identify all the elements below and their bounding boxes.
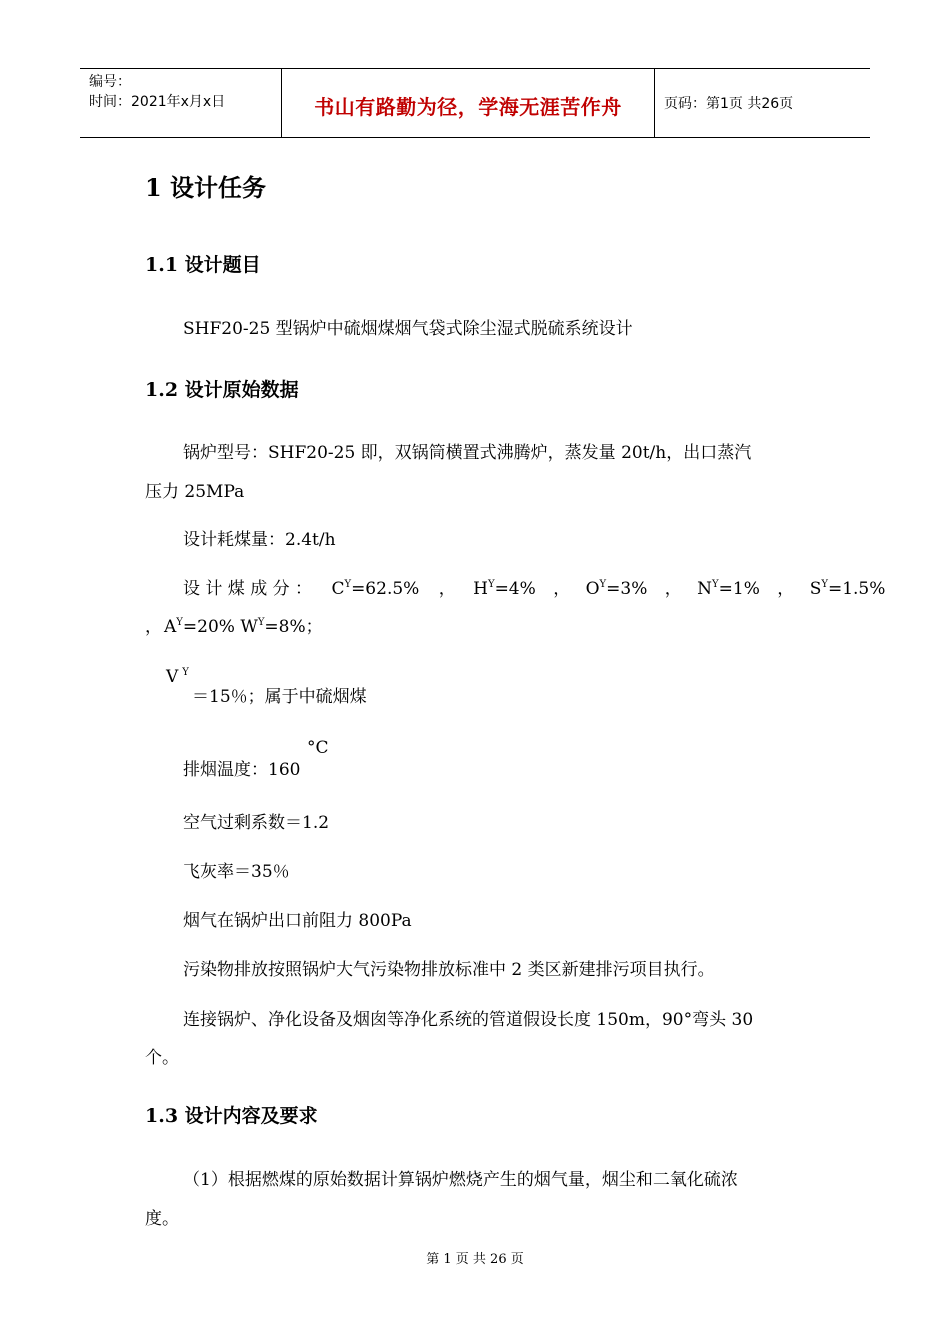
degree-celsius-symbol: °C [307,738,329,758]
header-page-info: 页码：第1页 共26页 [664,96,794,112]
page-footer: 第 1 页 共 26 页 [426,1252,524,1267]
motto-text: 书山有路勤为径，学海无涯苦作舟 [314,95,622,119]
header-motto-cell [282,69,655,137]
carbon-value: =62.5% [351,579,420,599]
boiler-outlet-resistance: 烟气在锅炉出口前阻力 800Pa [183,911,412,931]
boiler-type-line2: 压力 25MPa [145,482,245,502]
sulfur-value: =1.5% [827,579,886,599]
header-info-cell [80,69,282,137]
hydrogen-value: =4% [494,579,536,599]
coal-composition-line2: ， $A^Y=20\%$ $W^Y=8\%$； [145,617,323,637]
fly-ash-rate: 飞灰率＝35％ [183,862,290,882]
exhaust-temperature: 排烟温度：160 [183,760,301,780]
design-topic-text: SHF20-25 型锅炉中硫烟煤烟气袋式除尘湿式脱硫系统设计 [183,319,633,339]
ash-value: =20% [182,617,235,637]
emission-standard: 污染物排放按照锅炉大气污染物排放标准中 2 类区新建排污项目执行。 [183,960,715,980]
subsection-title-1-3: 1.3 设计内容及要求 [145,1105,318,1127]
coal-consumption: 设计耗煤量：2.4t/h [183,530,336,550]
document-number-label: 编号： [89,74,131,90]
document-date-label: 时间：2021年x月x日 [89,94,226,110]
water-value: =8%； [264,617,323,637]
coal-composition-label: 设 计 煤 成 分 ： [183,579,313,599]
boiler-type-line1: 锅炉型号：SHF20-25 即，双锅筒横置式沸腾炉，蒸发量 20t/h，出口蒸汽 [183,443,752,463]
section-title: 1 设计任务 [145,173,267,202]
oxygen-value: =3% [606,579,648,599]
pipe-length-line2: 个。 [145,1048,179,1068]
volatile-value: ＝15％；属于中硫烟煤 [192,687,367,707]
requirement-1-line1: （1）根据燃煤的原始数据计算锅炉燃烧产生的烟气量，烟尘和二氧化硫浓 [183,1170,738,1190]
volatile-symbol: V $^Y$ [166,667,189,687]
header-table [80,68,870,138]
subsection-title-1-1: 1.1 设计题目 [145,254,261,276]
coal-composition-line1: 设 计 煤 成 分 ： $C^Y=62.5\%$ ， $H^Y=4\%$ ， $O^Y=3\%$ ， $N^Y=1\%$ ， $S^Y=1.5\%$ [183,579,886,599]
nitrogen-value: =1% [718,579,760,599]
pipe-length-line1: 连接锅炉、净化设备及烟囱等净化系统的管道假设长度 150m，90°弯头 30 [183,1010,754,1030]
subsection-title-1-2: 1.2 设计原始数据 [145,379,299,401]
requirement-1-line2: 度。 [145,1209,179,1229]
excess-air-coefficient: 空气过剩系数＝1.2 [183,813,330,833]
